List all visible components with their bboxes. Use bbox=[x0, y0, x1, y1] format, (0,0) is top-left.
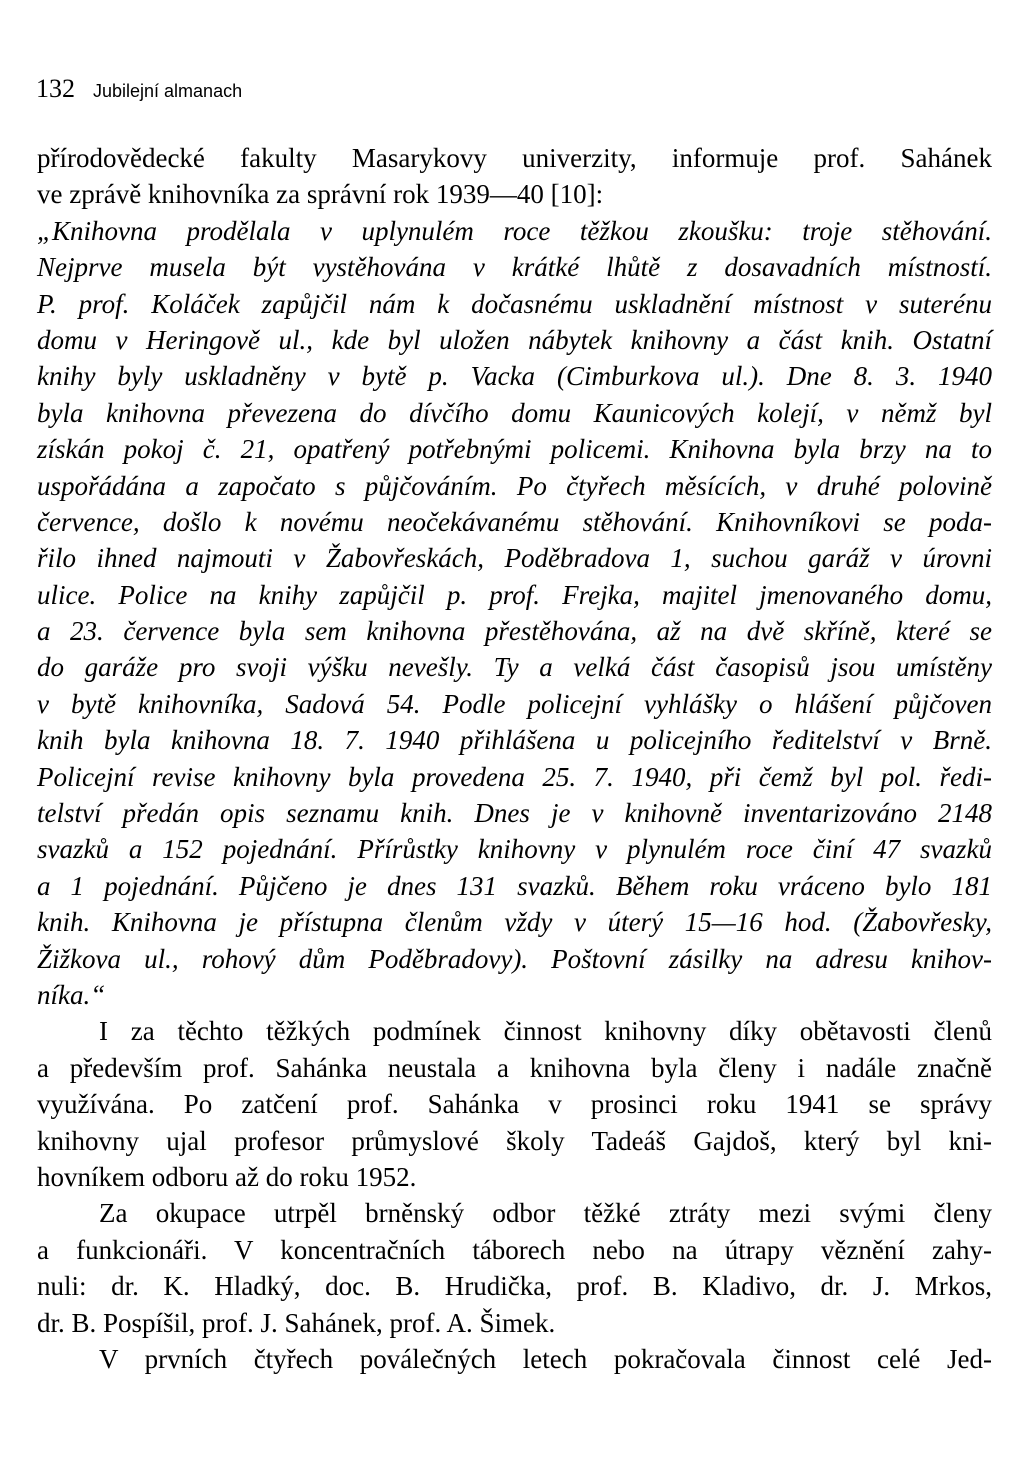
quote-line: knih. Knihovna je přístupna členům vždy v úterý 15—16 hod. (Žabovřesky, bbox=[37, 907, 992, 938]
quote-line: knihy byly uskladněny v bytě p. Vacka (Cimburkova ul.). Dne 8. 3. 1940 bbox=[37, 361, 992, 392]
text-line: využívána. Po zatčení prof. Sahánka v prosinci roku 1941 se správy bbox=[37, 1089, 992, 1120]
quote-line: Žižkova ul., rohový dům Poděbradovy). Poštovní zásilky na adresu knihov- bbox=[37, 943, 992, 974]
text-line: a funkcionáři. V koncentračních táborech nebo na útrapy věznění zahy- bbox=[37, 1234, 992, 1265]
quote-line: Policejní revise knihovny byla provedena 25. 7. 1940, při čemž byl pol. ředi- bbox=[37, 761, 992, 792]
quote-line: v bytě knihovníka, Sadová 54. Podle policejní vyhlášky o hlášení půjčoven bbox=[37, 688, 992, 719]
quote-line: do garáže pro svoji výšku nevešly. Ty a velká část časopisů jsou umístěny bbox=[37, 652, 992, 683]
page-number: 132 bbox=[36, 74, 75, 103]
quote-line: a 1 pojednání. Půjčeno je dnes 131 svazků. Během roku vráceno bylo 181 bbox=[37, 870, 992, 901]
body-text bbox=[37, 140, 992, 1377]
quote-line: a 23. července byla sem knihovna přestěhována, až na dvě skříně, které se bbox=[37, 616, 992, 647]
quote-line: knih byla knihovna 18. 7. 1940 přihlášena u policejního ředitelství v Brně. bbox=[37, 725, 992, 756]
quote-line: P. prof. Koláček zapůjčil nám k dočasnému uskladnění místnost v suterénu bbox=[37, 288, 992, 319]
quote-line: řilo ihned najmouti v Žabovřeskách, Poděbradova 1, suchou garáž v úrovni bbox=[37, 543, 992, 574]
quote-line: Nejprve musela být vystěhována v krátké lhůtě z dosavadních místností. bbox=[37, 252, 992, 283]
quote-line: svazků a 152 pojednání. Přírůstky knihovny v plynulém roce činí 47 svazků bbox=[37, 834, 992, 865]
intro-paragraph bbox=[37, 140, 992, 213]
paragraph-occupation-losses bbox=[37, 1195, 992, 1341]
text-line: dr. B. Pospíšil, prof. J. Sahánek, prof. A. Šimek. bbox=[37, 1307, 556, 1338]
paragraph-library-continuation bbox=[37, 1013, 992, 1195]
text-line: přírodovědecké fakulty Masarykovy univerzity, informuje prof. Sahánek bbox=[37, 143, 992, 173]
paragraph-postwar bbox=[37, 1341, 992, 1377]
quote-line: níka.“ bbox=[37, 979, 106, 1010]
running-title: Jubilejní almanach bbox=[93, 81, 243, 101]
text-line: I za těchto těžkých podmínek činnost knihovny díky obětavosti členů bbox=[99, 1016, 992, 1047]
quote-line: uspořádána a započato s půjčováním. Po čtyřech měsících, v druhé polovině bbox=[37, 470, 992, 501]
text-line: hovníkem odboru až do roku 1952. bbox=[37, 1161, 417, 1192]
quote-line: byla knihovna převezena do dívčího domu Kaunicových kolejí, v němž byl bbox=[37, 397, 992, 428]
quote-line: domu v Heringově ul., kde byl uložen nábytek knihovny a část knih. Ostatní bbox=[37, 324, 992, 355]
text-line: ve zprávě knihovníka za správní rok 1939—40 [10]: bbox=[37, 179, 604, 210]
text-line: nuli: dr. K. Hladký, doc. B. Hrudička, prof. B. Kladivo, dr. J. Mrkos, bbox=[37, 1271, 992, 1302]
quote-line: července, došlo k novému neočekávanému stěhování. Knihovníkovi se poda- bbox=[37, 506, 992, 537]
text-line: Za okupace utrpěl brněnský odbor těžké ztráty mezi svými členy bbox=[99, 1198, 992, 1229]
quote-line: „Knihovna prodělala v uplynulém roce těžkou zkoušku: troje stěhování. bbox=[37, 215, 992, 246]
quote-line: ulice. Police na knihy zapůjčil p. prof. Frejka, majitel jmenovaného domu, bbox=[37, 579, 992, 610]
text-line: knihovny ujal profesor průmyslové školy Tadeáš Gajdoš, který byl kni- bbox=[37, 1125, 992, 1156]
text-line: a především prof. Sahánka neustala a knihovna byla členy i nadále značně bbox=[37, 1052, 992, 1083]
quote-line: získán pokoj č. 21, opatřený potřebnými policemi. Knihovna byla brzy na to bbox=[37, 434, 992, 465]
text-line: V prvních čtyřech poválečných letech pokračovala činnost celé Jed- bbox=[99, 1343, 992, 1374]
library-report-quote bbox=[37, 213, 992, 1014]
page-header bbox=[36, 74, 242, 104]
quote-line: telství předán opis seznamu knih. Dnes je v knihovně inventarizováno 2148 bbox=[37, 798, 992, 829]
